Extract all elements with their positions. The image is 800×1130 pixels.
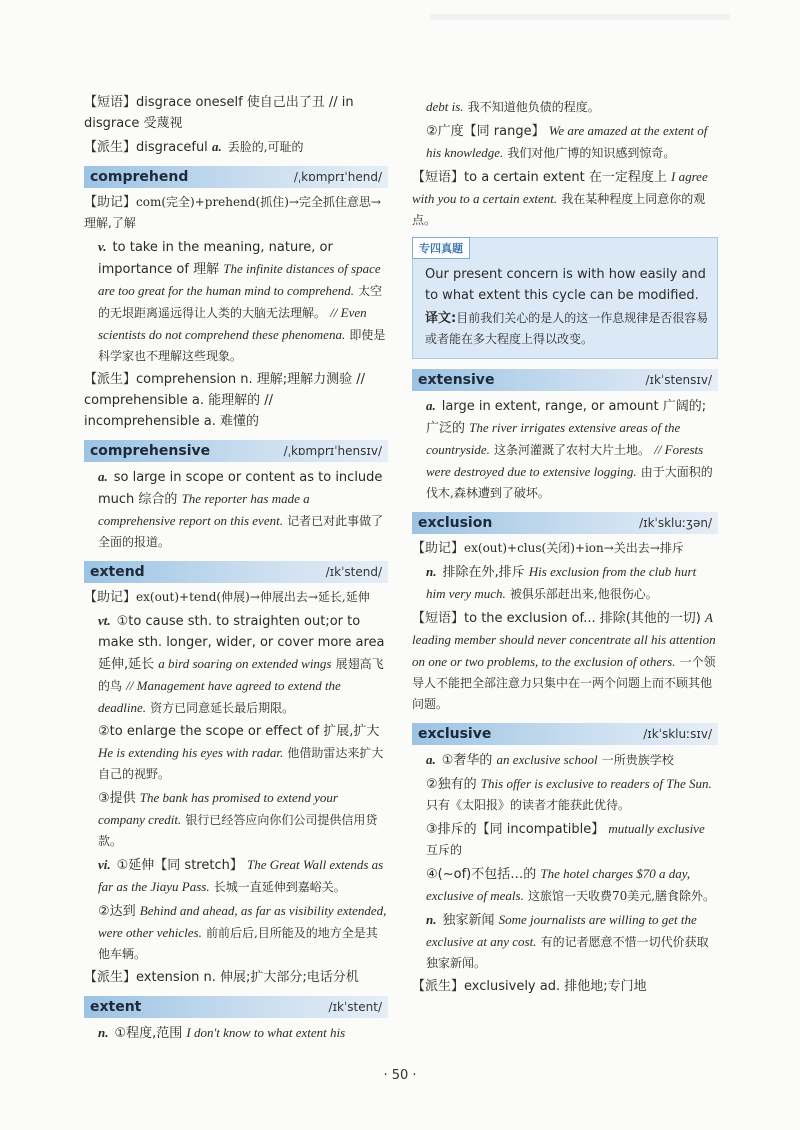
headword-bar-comprehensive xyxy=(84,440,388,462)
phonetic: /ɪkˈstent/ xyxy=(328,1000,382,1014)
page-number: · 50 · xyxy=(383,1068,417,1083)
headword: extensive xyxy=(418,372,495,388)
definition: ②广度【同 range】 We are amazed at the extent of his knowledge. 我们对他广博的知识感到惊奇。 xyxy=(426,123,708,160)
definition: ②达到 Behind and ahead, as far as visibility extended, were other vehicles. 前前后后,目所能及的地方全是其他车辆。 xyxy=(98,903,387,961)
headword: exclusive xyxy=(418,726,492,742)
definition: a. ①奢华的 an exclusive school 一所贵族学校 xyxy=(426,752,674,768)
definition: a. large in extent, range, or amount 广阔的;广泛的 The river irrigates extensive areas of the countryside. 这条河灌溉了农村大片土地。 // Forests were destroyed due to extensive logging. 由于大面积的伐木,森林遭到了破坏。 xyxy=(426,398,713,500)
headword: exclusion xyxy=(418,515,493,531)
left-column xyxy=(84,92,388,1046)
phonetic: /ˌkɒmprɪˈhend/ xyxy=(293,170,382,184)
mnemonic: 【助记】ex(out)+clus(关闭)+ion→关出去→排斥 xyxy=(412,541,684,556)
exam-label: 专四真题 xyxy=(412,237,470,259)
definition: n. ①程度,范围 I don't know to what extent his xyxy=(98,1025,346,1041)
phrase-entry: 【短语】disgrace oneself 使自己出了丑 // in disgrace 受蔑视 xyxy=(84,95,354,131)
phonetic: /ɪkˈstend/ xyxy=(325,565,382,579)
derivative-entry: 【派生】disgraceful a. 丢脸的,可耻的 xyxy=(84,139,304,155)
phonetic: /ɪkˈstensɪv/ xyxy=(645,373,712,387)
headword-bar-exclusive xyxy=(412,723,718,745)
definition: a. so large in scope or content as to include much 综合的 The reporter has made a comprehensive report on this event. 记者已对此事做了全面的报道。 xyxy=(98,469,384,549)
exam-translation: 译文:目前我们关心的是人的这一作息规律是否很容易或者能在多大程度上得以改变。 xyxy=(425,311,709,346)
mnemonic: 【助记】ex(out)+tend(伸展)→伸展出去→延长,延伸 xyxy=(84,590,370,605)
derivative-entry: 【派生】extension n. 伸展;扩大部分;电话分机 xyxy=(84,970,359,985)
definition: ③排斥的【同 incompatible】 mutually exclusive 互斥的 xyxy=(426,821,705,857)
headword-bar-exclusion xyxy=(412,512,718,534)
headword-bar-extend xyxy=(84,561,388,583)
definition: ③提供 The bank has promised to extend your company credit. 银行已经答应向你们公司提供信用贷款。 xyxy=(98,790,378,848)
definition-continued: debt is. 我不知道他负债的程度。 xyxy=(426,99,600,114)
definition: n. 独家新闻 Some journalists are willing to get the exclusive at any cost. 有的记者愿意不惜一切代价获取独家新闻。 xyxy=(426,912,709,970)
definition: vt. ①to cause sth. to straighten out;or to make sth. longer, wider, or cover more area 延伸,延长 a bird soaring on extended wings 展翅高飞的鸟 // Management have agreed to extend the deadline. 资方已同意延长最后期限。 xyxy=(98,613,385,715)
definition: ④(~of)不包括…的 The hotel charges $70 a day, exclusive of meals. 这旅馆一天收费70美元,膳食除外。 xyxy=(426,866,716,903)
headword-bar-extent xyxy=(84,996,388,1018)
definition: v. to take in the meaning, nature, or importance of 理解 The infinite distances of space are too great for the human mind to comprehend. 太空的无垠距离遥远得让人类的大脑无法理解。 // Even scientists do not comprehend these phenomena. 即使是科学家也不理解这些现象。 xyxy=(98,239,386,363)
headword-bar-comprehend xyxy=(84,166,388,188)
headword: comprehensive xyxy=(90,443,211,459)
phonetic: /ɪkˈskluːsɪv/ xyxy=(643,727,712,741)
exam-sentence: Our present concern is with how easily and to what extent this cycle can be modified. xyxy=(425,267,706,303)
phrase-entry: 【短语】to the exclusion of... 排除(其他的一切) A leading member should never concentrate all his attention on one or two problems, to the exclusion of others. 一个领导人不能把全部注意力只集中在一两个问题上而不顾其他问题。 xyxy=(412,610,716,711)
headword: extend xyxy=(90,564,145,580)
headword: extent xyxy=(90,999,142,1015)
phrase-entry: 【短语】to a certain extent 在一定程度上 I agree with you to a certain extent. 我在某种程度上同意你的观点。 xyxy=(412,169,708,227)
right-column xyxy=(412,96,718,999)
derivative-entry: 【派生】comprehension n. 理解;理解力测验 // comprehensible a. 能理解的 // incomprehensible a. 难懂的 xyxy=(84,372,366,429)
definition: ②独有的 This offer is exclusive to readers of The Sun. 只有《太阳报》的读者才能获此优待。 xyxy=(426,776,712,812)
top-decoration xyxy=(430,14,730,20)
headword: comprehend xyxy=(90,169,189,185)
phonetic: /ˌkɒmprɪˈhensɪv/ xyxy=(283,444,382,458)
definition: ②to enlarge the scope or effect of 扩展,扩大 He is extending his eyes with radar. 他借助雷达来扩大自己的视野。 xyxy=(98,724,384,781)
derivative-entry: 【派生】exclusively ad. 排他地;专门地 xyxy=(412,979,647,994)
mnemonic: 【助记】com(完全)+prehend(抓住)→完全抓住意思→理解,了解 xyxy=(84,195,381,230)
exam-question-box xyxy=(412,237,718,359)
headword-bar-extensive xyxy=(412,369,718,391)
definition: vi. ①延伸【同 stretch】 The Great Wall extends as far as the Jiayu Pass. 长城一直延伸到嘉峪关。 xyxy=(98,857,384,894)
definition: n. 排除在外,排斥 His exclusion from the club hurt him very much. 被俱乐部赶出来,他很伤心。 xyxy=(426,564,697,601)
phonetic: /ɪkˈskluːʒən/ xyxy=(639,516,712,530)
